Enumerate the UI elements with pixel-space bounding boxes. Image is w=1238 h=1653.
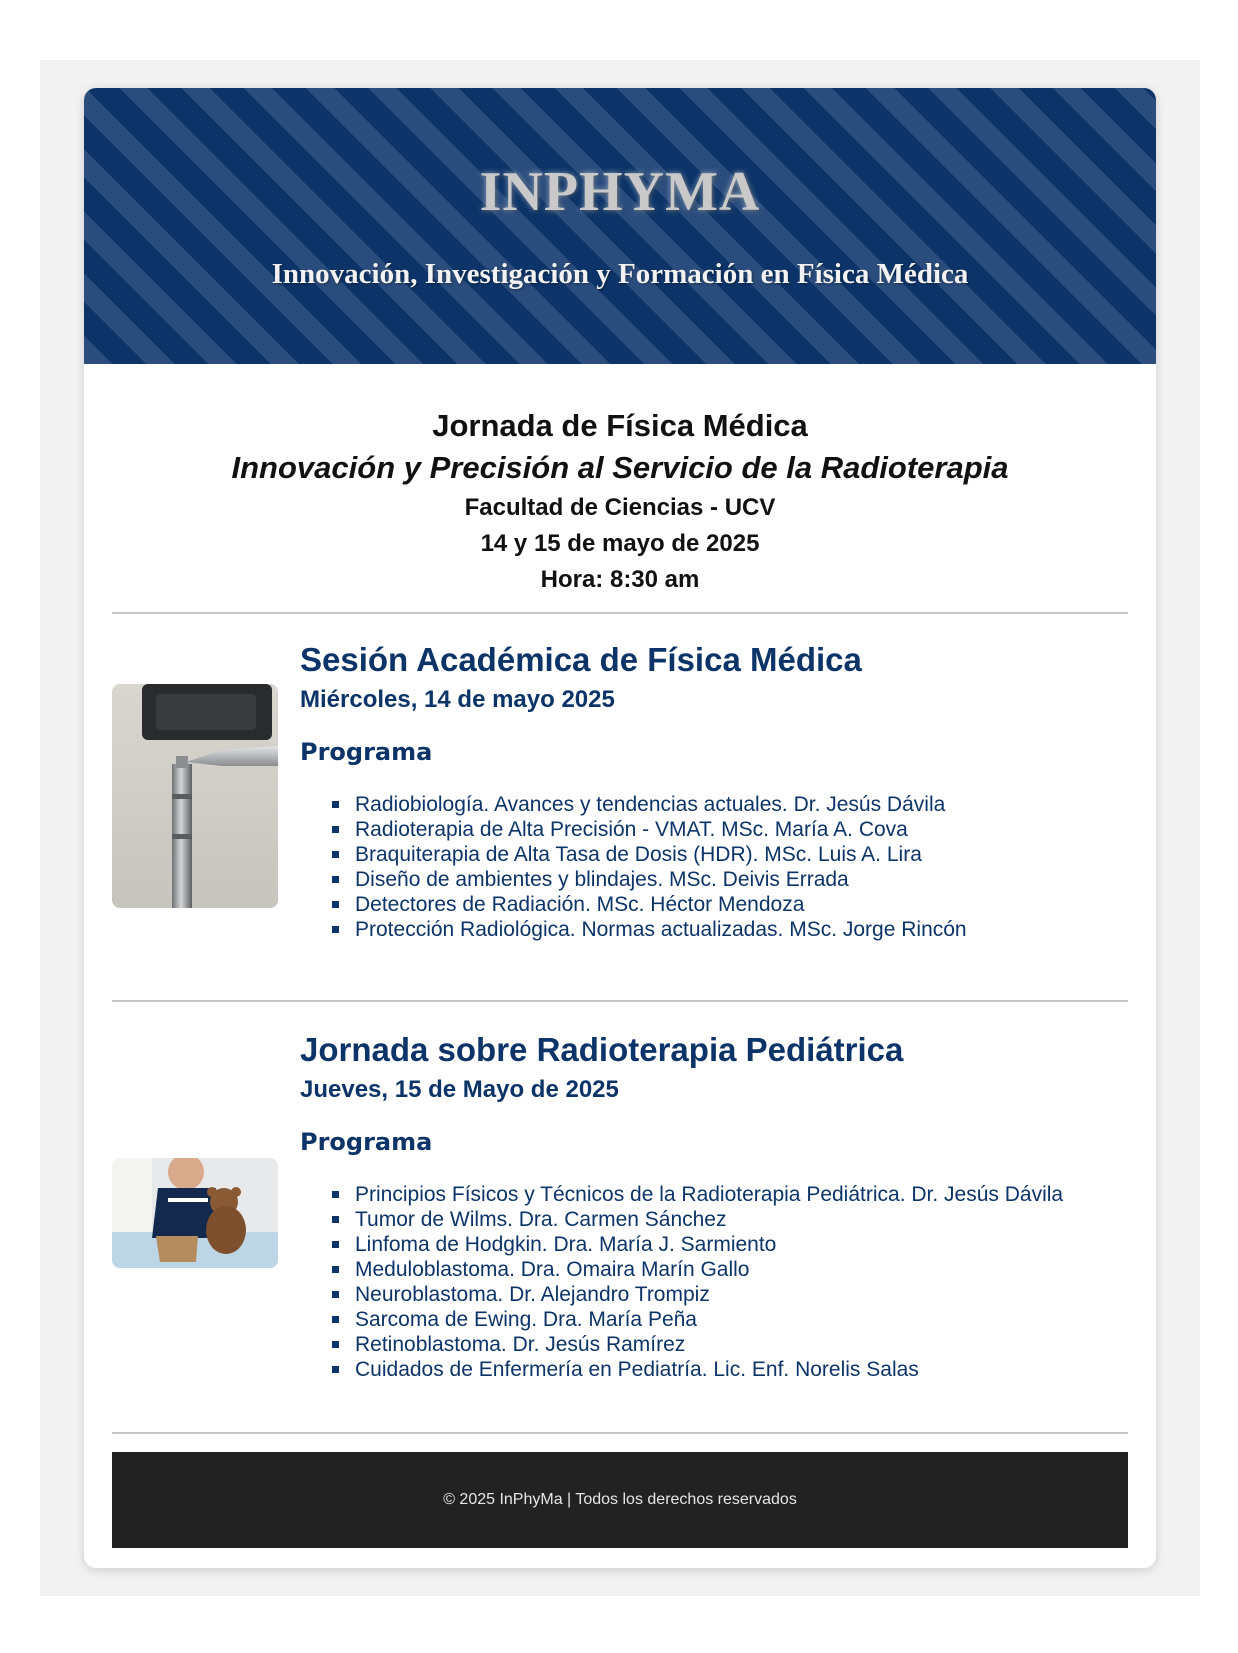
- program-item: Radioterapia de Alta Precisión - VMAT. MSc. María A. Cova: [332, 817, 1128, 842]
- header-banner: [84, 88, 1156, 364]
- footer: [112, 1452, 1128, 1548]
- program-item: Meduloblastoma. Dra. Omaira Marín Gallo: [332, 1257, 1128, 1282]
- program-item: Neuroblastoma. Dr. Alejandro Trompiz: [332, 1282, 1128, 1307]
- program-heading: Programa: [300, 738, 433, 766]
- program-item: Braquiterapia de Alta Tasa de Dosis (HDR). MSc. Luis A. Lira: [332, 842, 1128, 867]
- session-image-child: [112, 1158, 278, 1268]
- divider: [112, 1432, 1128, 1434]
- program-item: Radiobiología. Avances y tendencias actuales. Dr. Jesús Dávila: [332, 792, 1128, 817]
- program-item: Detectores de Radiación. MSc. Héctor Mendoza: [332, 892, 1128, 917]
- event-title: Jornada de Física Médica: [432, 408, 808, 443]
- event-header: [84, 406, 1156, 598]
- page-background: [40, 60, 1200, 1596]
- session-image-instrument: [112, 684, 278, 908]
- event-dates: 14 y 15 de mayo de 2025: [480, 530, 760, 557]
- event-time: Hora: 8:30 am: [540, 566, 700, 593]
- program-item: Tumor de Wilms. Dra. Carmen Sánchez: [332, 1207, 1128, 1232]
- newsletter-card: [84, 88, 1156, 1568]
- instrument-photo-icon: [112, 684, 278, 908]
- child-photo-icon: [112, 1158, 278, 1268]
- session-date: Jueves, 15 de Mayo de 2025: [300, 1076, 619, 1103]
- program-item: Protección Radiológica. Normas actualizadas. MSc. Jorge Rincón: [332, 917, 1128, 942]
- divider: [112, 1000, 1128, 1002]
- event-tagline: Innovación y Precisión al Servicio de la Radioterapia: [231, 450, 1009, 485]
- event-venue: Facultad de Ciencias - UCV: [464, 494, 776, 521]
- footer-copyright: © 2025 InPhyMa | Todos los derechos reservados: [443, 1491, 797, 1508]
- brand-title: INPHYMA: [479, 161, 761, 223]
- program-item: Cuidados de Enfermería en Pediatría. Lic. Enf. Norelis Salas: [332, 1357, 1128, 1382]
- program-item: Retinoblastoma. Dr. Jesús Ramírez: [332, 1332, 1128, 1357]
- session-date: Miércoles, 14 de mayo 2025: [300, 686, 615, 713]
- session-content: [300, 640, 1128, 942]
- program-item: Sarcoma de Ewing. Dra. María Peña: [332, 1307, 1128, 1332]
- program-list: [300, 1182, 1128, 1382]
- brand-subtitle: Innovación, Investigación y Formación en Física Médica: [271, 258, 969, 290]
- session-content: [300, 1030, 1128, 1382]
- program-list: [300, 792, 1128, 942]
- session-academic: [112, 640, 1128, 970]
- session-title: Sesión Académica de Física Médica: [300, 641, 862, 678]
- divider: [112, 612, 1128, 614]
- session-title: Jornada sobre Radioterapia Pediátrica: [300, 1031, 904, 1068]
- program-item: Linfoma de Hodgkin. Dra. María J. Sarmiento: [332, 1232, 1128, 1257]
- session-pediatric: [112, 1030, 1128, 1430]
- program-heading: Programa: [300, 1128, 433, 1156]
- program-item: Principios Físicos y Técnicos de la Radioterapia Pediátrica. Dr. Jesús Dávila: [332, 1182, 1128, 1207]
- program-item: Diseño de ambientes y blindajes. MSc. Deivis Errada: [332, 867, 1128, 892]
